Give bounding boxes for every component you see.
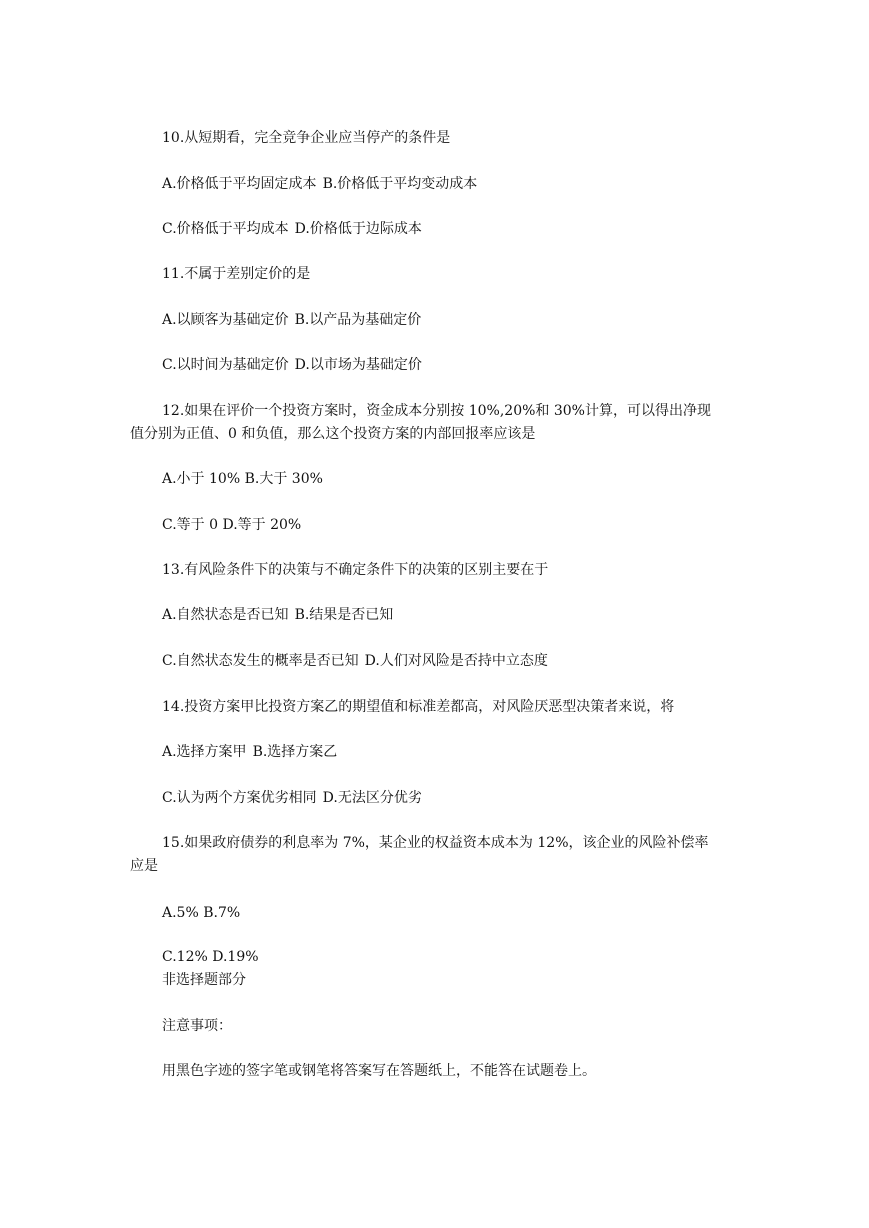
question-14-stem: 14.投资方案甲比投资方案乙的期望值和标准差都高，对风险厌恶型决策者来说，将 bbox=[162, 699, 675, 715]
option-c: C.等于 0 bbox=[162, 517, 219, 533]
option-c: C.价格低于平均成本 bbox=[162, 221, 289, 237]
question-13-options-row-1 bbox=[162, 605, 393, 625]
question-13-options-row-2 bbox=[162, 651, 548, 671]
question-10-stem: 10.从短期看，完全竞争企业应当停产的条件是 bbox=[162, 130, 451, 146]
question-10-options-row-2 bbox=[162, 219, 422, 239]
question-12-options-row-2 bbox=[162, 515, 301, 535]
option-a: A.小于 10% bbox=[162, 471, 241, 487]
question-11-options-row-2 bbox=[162, 355, 422, 375]
option-d: D.以市场为基础定价 bbox=[294, 357, 422, 373]
option-b: B.以产品为基础定价 bbox=[294, 312, 422, 328]
option-d: D.无法区分优劣 bbox=[322, 790, 422, 806]
question-11-options-row-1 bbox=[162, 310, 421, 330]
section-title: 非选择题部分 bbox=[162, 972, 246, 988]
option-c: C.以时间为基础定价 bbox=[162, 357, 289, 373]
option-a: A.选择方案甲 bbox=[162, 744, 247, 760]
option-a: A.价格低于平均固定成本 bbox=[162, 176, 317, 192]
option-d: D.价格低于边际成本 bbox=[294, 221, 422, 237]
option-c: C.12% bbox=[162, 949, 208, 965]
option-b: B.价格低于平均变动成本 bbox=[322, 176, 478, 192]
option-d: D.人们对风险是否持中立态度 bbox=[364, 653, 548, 669]
question-14-options-row-1 bbox=[162, 742, 337, 762]
question-12-stem-line-2: 值分别为正值、0 和负值，那么这个投资方案的内部回报率应该是 bbox=[130, 426, 536, 442]
option-b: B.大于 30% bbox=[244, 471, 323, 487]
notice-label: 注意事项： bbox=[162, 1018, 232, 1034]
question-12-stem-line-1: 12.如果在评价一个投资方案时，资金成本分别按 10%,20%和 30%计算，可以得出净现 bbox=[162, 403, 711, 419]
option-c: C.自然状态发生的概率是否已知 bbox=[162, 653, 359, 669]
question-15-options-row-2 bbox=[162, 947, 259, 967]
option-b: B.结果是否已知 bbox=[294, 607, 394, 623]
question-13-stem: 13.有风险条件下的决策与不确定条件下的决策的区别主要在于 bbox=[162, 562, 549, 578]
option-d: D.等于 20% bbox=[222, 517, 302, 533]
option-a: A.以顾客为基础定价 bbox=[162, 312, 289, 328]
question-15-options-row-1 bbox=[162, 903, 240, 923]
option-a: A.自然状态是否已知 bbox=[162, 607, 289, 623]
option-c: C.认为两个方案优劣相同 bbox=[162, 790, 317, 806]
question-15-stem-line-1: 15.如果政府债券的利息率为 7%，某企业的权益资本成本为 12%，该企业的风险补偿率 bbox=[162, 835, 709, 851]
option-b: B.7% bbox=[203, 905, 241, 921]
question-11-stem: 11.不属于差别定价的是 bbox=[162, 266, 311, 282]
question-14-options-row-2 bbox=[162, 788, 422, 808]
question-12-options-row-1 bbox=[162, 469, 323, 489]
question-10-options-row-1 bbox=[162, 174, 477, 194]
option-d: D.19% bbox=[212, 949, 259, 965]
notice-text: 用黑色字迹的签字笔或钢笔将答案写在答题纸上，不能答在试题卷上。 bbox=[162, 1063, 596, 1079]
option-a: A.5% bbox=[162, 905, 199, 921]
question-15-stem-line-2: 应是 bbox=[130, 858, 158, 874]
option-b: B.选择方案乙 bbox=[252, 744, 338, 760]
